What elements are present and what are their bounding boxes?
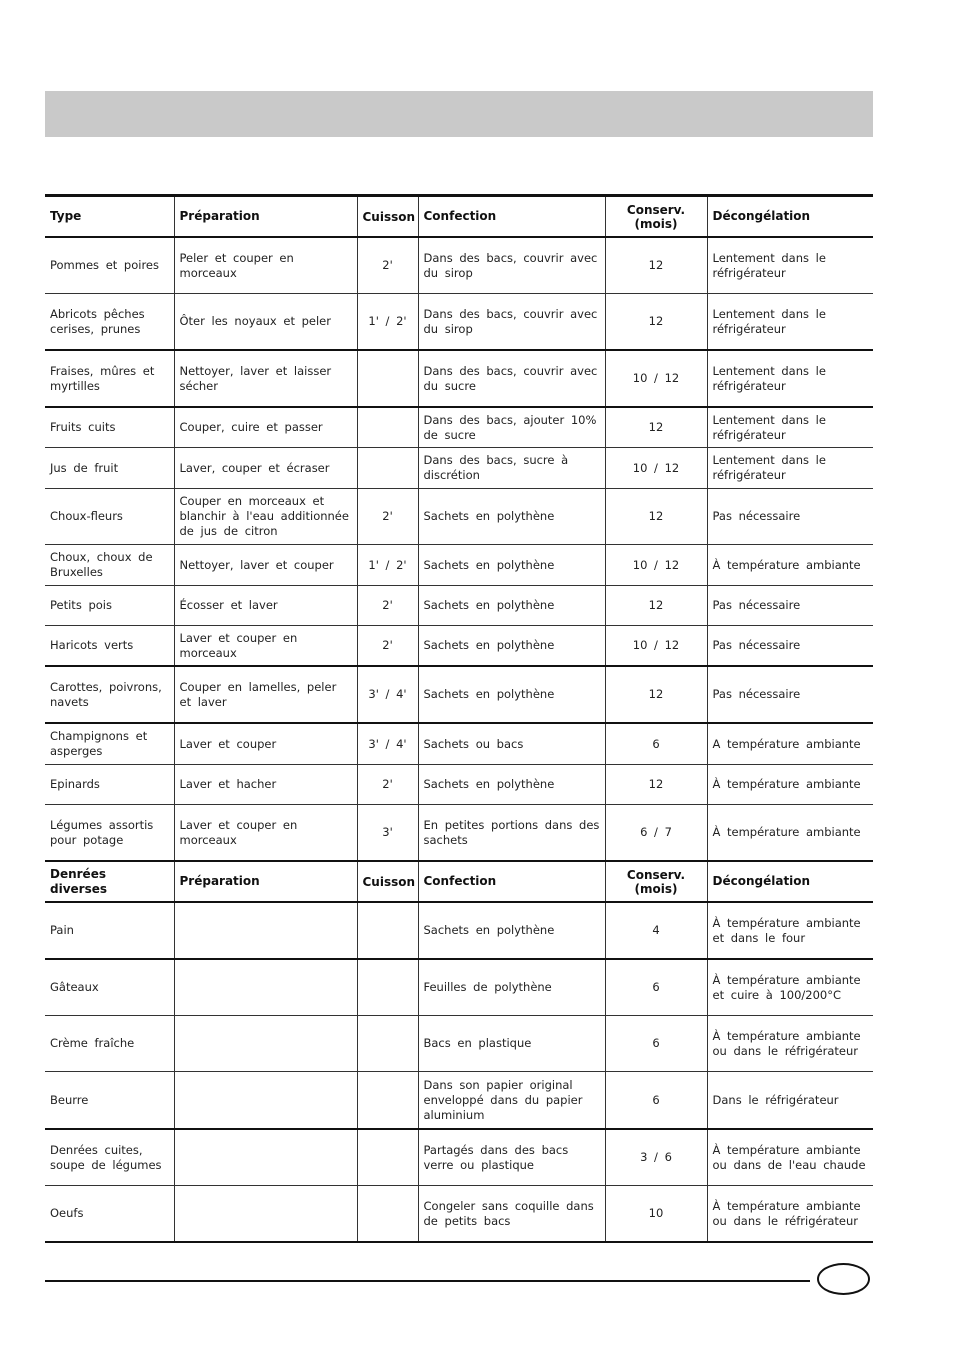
cuisson-cell: 3' / 4' <box>357 723 418 765</box>
conservation-cell: 12 <box>605 765 707 805</box>
preparation-cell: Nettoyer, laver et couper <box>174 545 357 586</box>
table-row <box>45 1072 873 1130</box>
decongelation-cell: Lentement dans le réfrigérateur <box>707 448 873 489</box>
preparation-cell <box>174 1016 357 1072</box>
decongelation-cell: À température ambiante <box>707 765 873 805</box>
conservation-cell: 10 / 12 <box>605 350 707 407</box>
cuisson-cell <box>357 1129 418 1186</box>
page-number-oval <box>817 1263 870 1295</box>
confection-cell: Dans des bacs, couvrir avec du sirop <box>418 237 605 294</box>
footer-rule <box>45 1280 810 1282</box>
preparation-cell: Couper en morceaux et blanchir à l'eau additionnée de jus de citron <box>174 489 357 545</box>
header-decongelation: Décongélation <box>707 861 873 902</box>
conservation-cell: 4 <box>605 902 707 959</box>
cuisson-cell: 3' / 4' <box>357 666 418 723</box>
type-cell: Pain <box>45 902 174 959</box>
type-cell: Fruits cuits <box>45 407 174 448</box>
confection-cell: Feuilles de polythène <box>418 959 605 1016</box>
type-cell: Gâteaux <box>45 959 174 1016</box>
header-type: Type <box>45 196 174 238</box>
decongelation-cell: A température ambiante <box>707 723 873 765</box>
table-row <box>45 902 873 959</box>
preparation-cell: Laver et couper <box>174 723 357 765</box>
confection-cell: En petites portions dans des sachets <box>418 805 605 862</box>
preparation-cell: Ôter les noyaux et peler <box>174 294 357 351</box>
conservation-cell: 12 <box>605 237 707 294</box>
cuisson-cell <box>357 350 418 407</box>
preparation-cell: Laver et hacher <box>174 765 357 805</box>
conservation-cell: 6 <box>605 1072 707 1130</box>
decongelation-cell: À température ambiante <box>707 545 873 586</box>
confection-cell: Sachets en polythène <box>418 666 605 723</box>
conservation-cell: 6 <box>605 959 707 1016</box>
table-row <box>45 626 873 667</box>
type-cell: Champignons et asperges <box>45 723 174 765</box>
decongelation-cell: Lentement dans le réfrigérateur <box>707 350 873 407</box>
conservation-cell: 10 / 12 <box>605 545 707 586</box>
cuisson-cell: 2' <box>357 489 418 545</box>
conservation-cell: 10 / 12 <box>605 626 707 667</box>
table-row <box>45 407 873 448</box>
confection-cell: Sachets en polythène <box>418 765 605 805</box>
type-cell: Oeufs <box>45 1186 174 1243</box>
type-cell: Haricots verts <box>45 626 174 667</box>
header-conservation: Conserv. (mois) <box>605 196 707 238</box>
conservation-cell: 12 <box>605 294 707 351</box>
cuisson-cell <box>357 959 418 1016</box>
cuisson-cell: 2' <box>357 765 418 805</box>
freezing-table <box>45 194 873 1243</box>
decongelation-cell: Pas nécessaire <box>707 666 873 723</box>
confection-cell: Partagés dans des bacs verre ou plastique <box>418 1129 605 1186</box>
header-confection: Confection <box>418 861 605 902</box>
decongelation-cell: À température ambiante ou dans le réfrigérateur <box>707 1186 873 1243</box>
type-cell: Petits pois <box>45 586 174 626</box>
preparation-cell: Peler et couper en morceaux <box>174 237 357 294</box>
conservation-cell: 6 <box>605 1016 707 1072</box>
preparation-cell: Laver et couper en morceaux <box>174 805 357 862</box>
title-bar <box>45 91 873 137</box>
conservation-cell: 12 <box>605 407 707 448</box>
table-row <box>45 765 873 805</box>
table-row <box>45 294 873 351</box>
table-row <box>45 959 873 1016</box>
preparation-cell: Couper, cuire et passer <box>174 407 357 448</box>
type-cell: Denrées cuites, soupe de légumes <box>45 1129 174 1186</box>
decongelation-cell: Lentement dans le réfrigérateur <box>707 237 873 294</box>
decongelation-cell: À température ambiante <box>707 805 873 862</box>
cuisson-cell <box>357 1016 418 1072</box>
preparation-cell: Écosser et laver <box>174 586 357 626</box>
table-header-row <box>45 196 873 238</box>
table-row <box>45 666 873 723</box>
decongelation-cell: Pas nécessaire <box>707 489 873 545</box>
preparation-cell: Laver, couper et écraser <box>174 448 357 489</box>
cuisson-cell <box>357 902 418 959</box>
cuisson-cell: 2' <box>357 626 418 667</box>
conservation-cell: 12 <box>605 666 707 723</box>
type-cell: Fraises, mûres et myrtilles <box>45 350 174 407</box>
header-preparation: Préparation <box>174 196 357 238</box>
header-preparation: Préparation <box>174 861 357 902</box>
confection-cell: Dans des bacs, couvrir avec du sucre <box>418 350 605 407</box>
header-cuisson: Cuisson <box>357 196 418 238</box>
conservation-cell: 10 <box>605 1186 707 1243</box>
type-cell: Jus de fruit <box>45 448 174 489</box>
table-row <box>45 1129 873 1186</box>
conservation-cell: 10 / 12 <box>605 448 707 489</box>
cuisson-cell: 1' / 2' <box>357 545 418 586</box>
conservation-cell: 12 <box>605 586 707 626</box>
type-cell: Choux, choux de Bruxelles <box>45 545 174 586</box>
decongelation-cell: Lentement dans le réfrigérateur <box>707 294 873 351</box>
type-cell: Abricots pêches cerises, prunes <box>45 294 174 351</box>
cuisson-cell <box>357 448 418 489</box>
decongelation-cell: À température ambiante ou dans de l'eau chaude <box>707 1129 873 1186</box>
confection-cell: Dans des bacs, ajouter 10% de sucre <box>418 407 605 448</box>
type-cell: Carottes, poivrons, navets <box>45 666 174 723</box>
type-cell: Légumes assortis pour potage <box>45 805 174 862</box>
confection-cell: Sachets en polythène <box>418 626 605 667</box>
type-cell: Choux-fleurs <box>45 489 174 545</box>
preparation-cell <box>174 902 357 959</box>
preparation-cell: Nettoyer, laver et laisser sécher <box>174 350 357 407</box>
conservation-cell: 3 / 6 <box>605 1129 707 1186</box>
table-row <box>45 1016 873 1072</box>
type-cell: Pommes et poires <box>45 237 174 294</box>
confection-cell: Congeler sans coquille dans de petits bacs <box>418 1186 605 1243</box>
preparation-cell <box>174 1129 357 1186</box>
preparation-cell: Couper en lamelles, peler et laver <box>174 666 357 723</box>
confection-cell: Sachets en polythène <box>418 545 605 586</box>
preparation-cell <box>174 959 357 1016</box>
confection-cell: Sachets ou bacs <box>418 723 605 765</box>
decongelation-cell: Dans le réfrigérateur <box>707 1072 873 1130</box>
confection-cell: Bacs en plastique <box>418 1016 605 1072</box>
preparation-cell: Laver et couper en morceaux <box>174 626 357 667</box>
confection-cell: Sachets en polythène <box>418 902 605 959</box>
conservation-cell: 12 <box>605 489 707 545</box>
type-cell: Beurre <box>45 1072 174 1130</box>
cuisson-cell <box>357 407 418 448</box>
cuisson-cell <box>357 1186 418 1243</box>
confection-cell: Dans des bacs, couvrir avec du sirop <box>418 294 605 351</box>
preparation-cell <box>174 1186 357 1243</box>
type-cell: Epinards <box>45 765 174 805</box>
table-header-row <box>45 861 873 902</box>
decongelation-cell: Lentement dans le réfrigérateur <box>707 407 873 448</box>
cuisson-cell: 3' <box>357 805 418 862</box>
table-row <box>45 805 873 862</box>
header-decongelation: Décongélation <box>707 196 873 238</box>
preparation-cell <box>174 1072 357 1130</box>
confection-cell: Sachets en polythène <box>418 489 605 545</box>
conservation-cell: 6 <box>605 723 707 765</box>
header-confection: Confection <box>418 196 605 238</box>
conservation-cell: 6 / 7 <box>605 805 707 862</box>
decongelation-cell: À température ambiante ou dans le réfrigérateur <box>707 1016 873 1072</box>
header-cuisson: Cuisson <box>357 861 418 902</box>
table-row <box>45 237 873 294</box>
table-row <box>45 489 873 545</box>
table-row <box>45 350 873 407</box>
confection-cell: Dans des bacs, sucre à discrétion <box>418 448 605 489</box>
table-row <box>45 723 873 765</box>
cuisson-cell: 2' <box>357 237 418 294</box>
table-row <box>45 1186 873 1243</box>
table-row <box>45 448 873 489</box>
type-cell: Crème fraîche <box>45 1016 174 1072</box>
confection-cell: Sachets en polythène <box>418 586 605 626</box>
cuisson-cell <box>357 1072 418 1130</box>
table-row <box>45 545 873 586</box>
cuisson-cell: 1' / 2' <box>357 294 418 351</box>
decongelation-cell: Pas nécessaire <box>707 586 873 626</box>
decongelation-cell: À température ambiante et dans le four <box>707 902 873 959</box>
cuisson-cell: 2' <box>357 586 418 626</box>
table-row <box>45 586 873 626</box>
confection-cell: Dans son papier original enveloppé dans du papier aluminium <box>418 1072 605 1130</box>
header-conservation: Conserv. (mois) <box>605 861 707 902</box>
decongelation-cell: À température ambiante et cuire à 100/200°C <box>707 959 873 1016</box>
header-type: Denrées diverses <box>45 861 174 902</box>
decongelation-cell: Pas nécessaire <box>707 626 873 667</box>
